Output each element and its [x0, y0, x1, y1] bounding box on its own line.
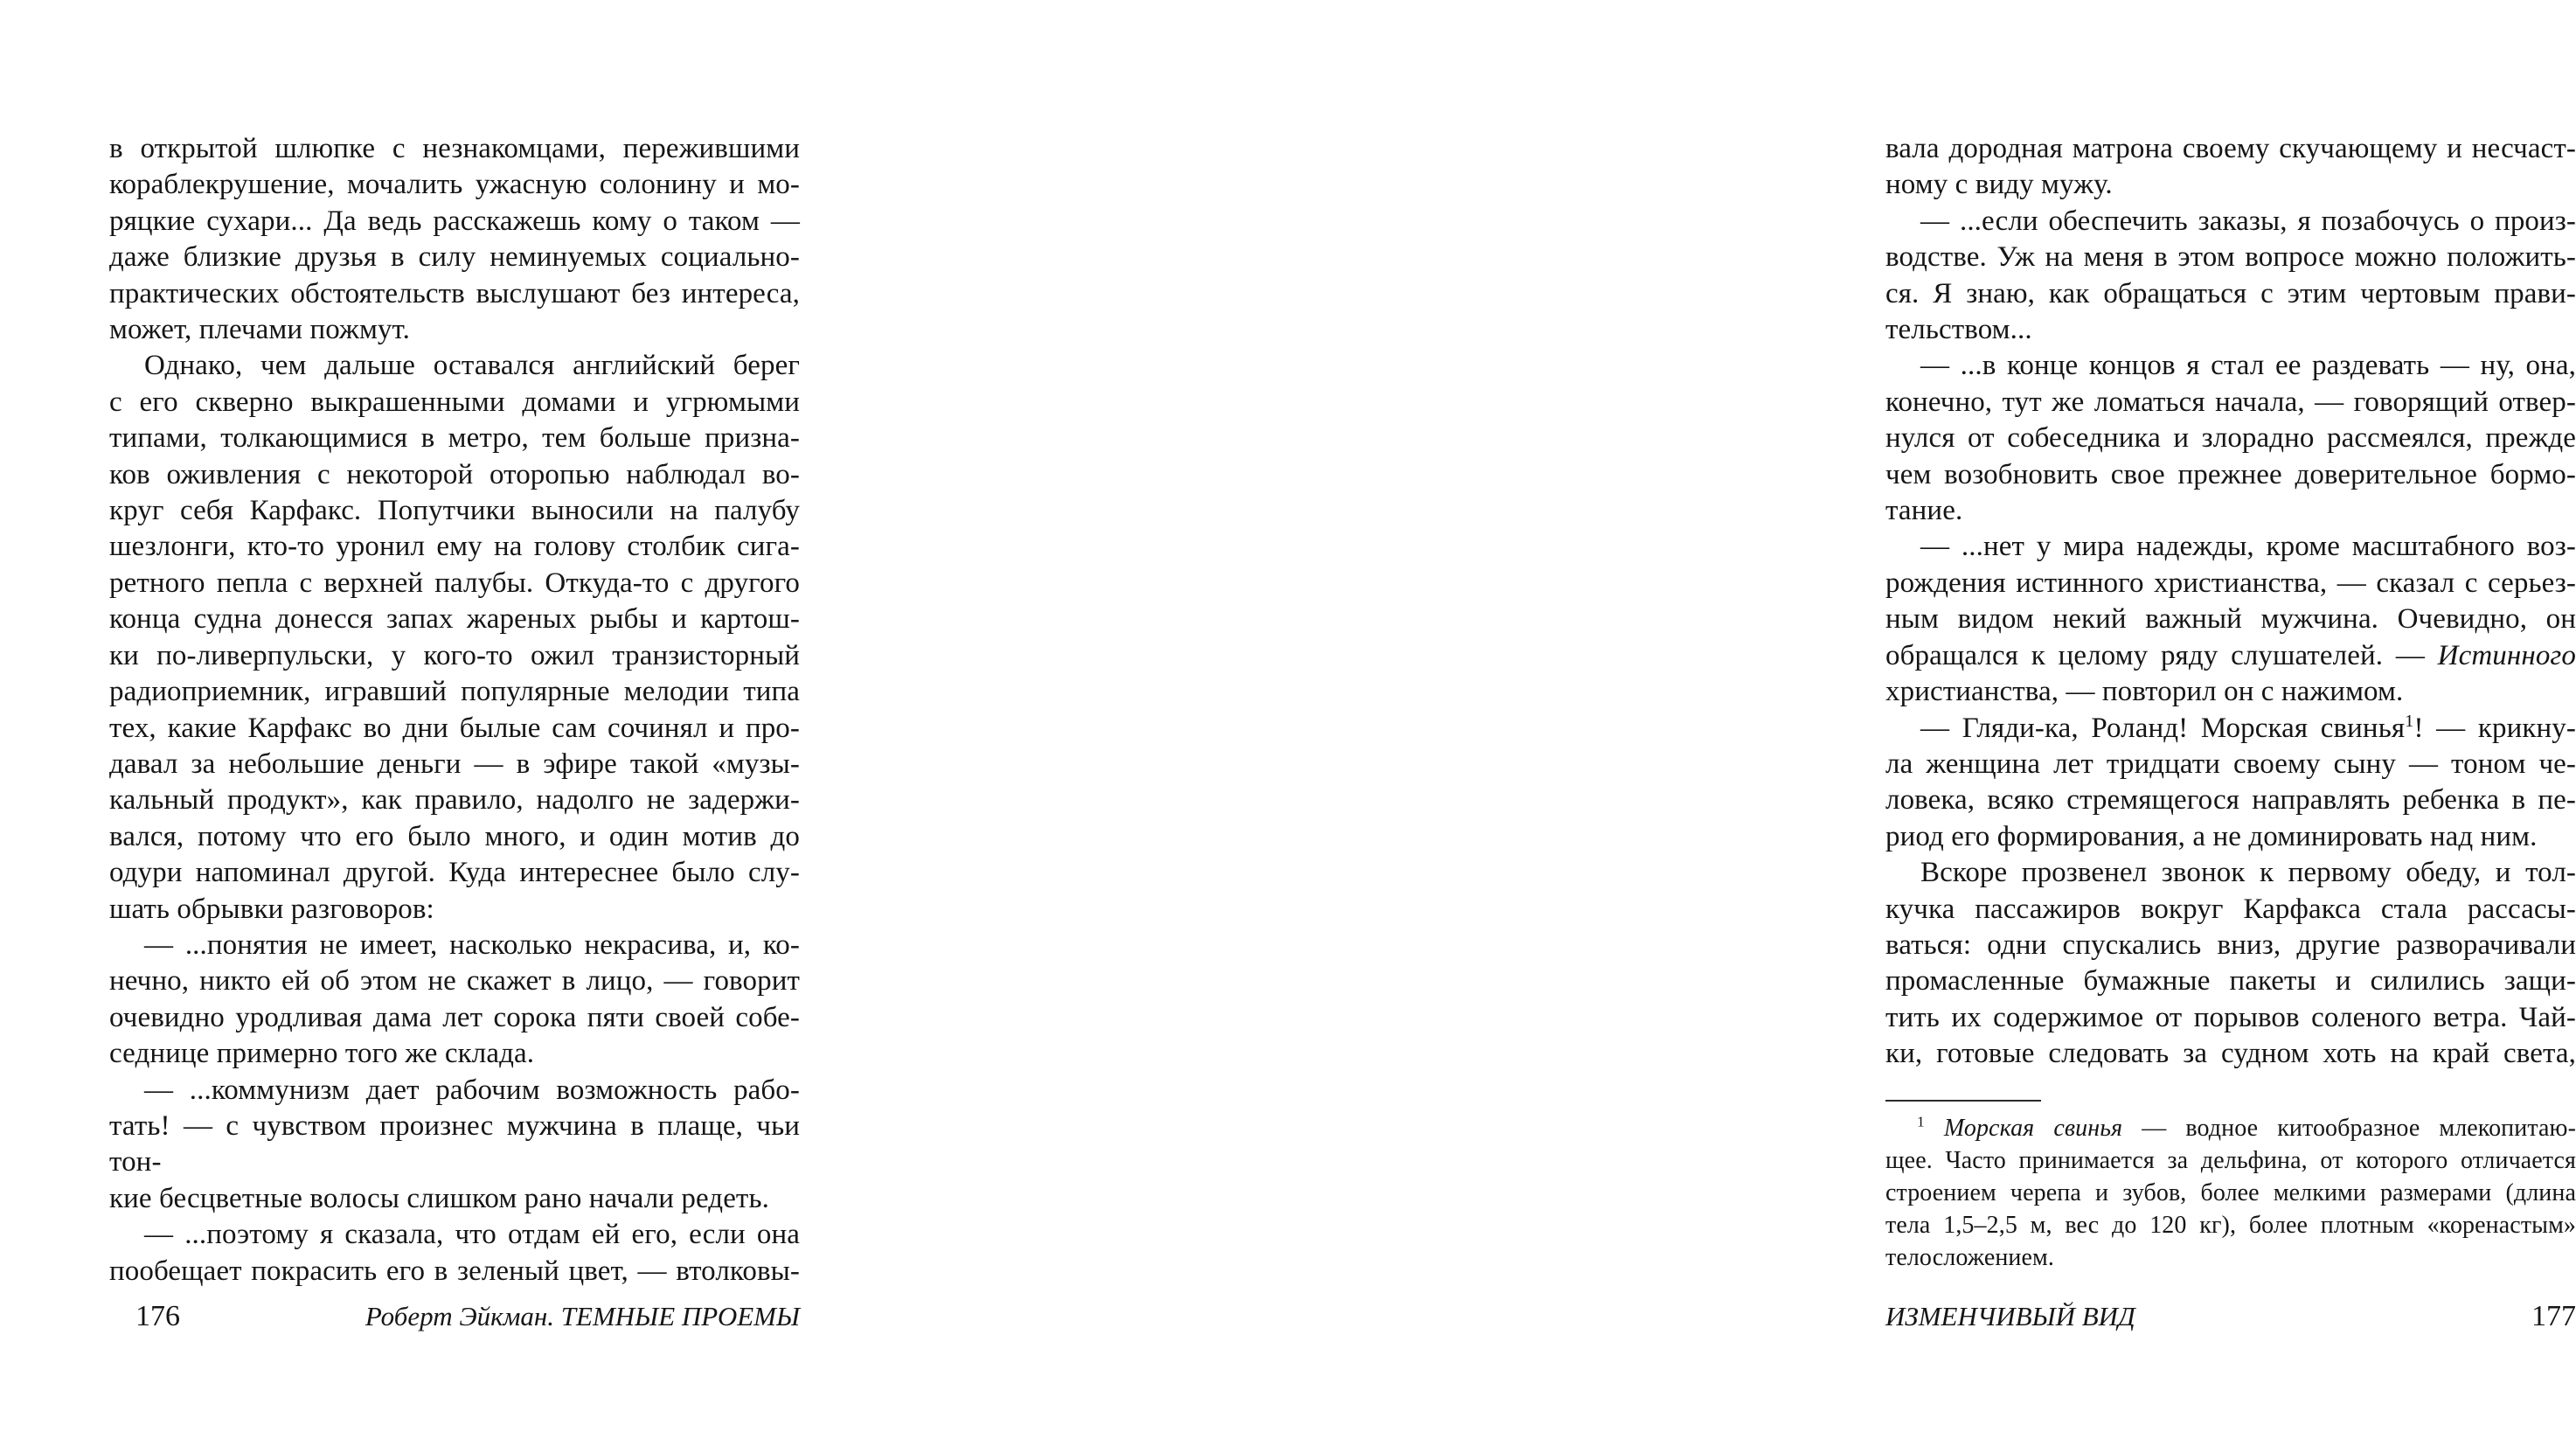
left-page-footer — [109, 1299, 800, 1334]
right-page-number: 177 — [2531, 1300, 2576, 1332]
text-line: тание. — [1885, 495, 1963, 527]
text-line: телосложением. — [1885, 1244, 2054, 1271]
text-line: вался, потому что его было много, и один мотив до — [109, 820, 800, 852]
text-line: даже близкие друзья в силу неминуемых социально- — [109, 241, 800, 274]
text-line: кораблекрушение, мочалить ужасную солонину и мо- — [109, 169, 800, 201]
text-line: конца судна донесся запах жареных рыбы и картош- — [109, 603, 800, 636]
text-line: седнице примерно того же склада. — [109, 1038, 535, 1070]
text-line: щее. Часто принимается за дельфина, от которого отличается — [1885, 1147, 2576, 1174]
right-running-title: ИЗМЕНЧИВЫЙ ВИД — [1885, 1301, 2135, 1331]
text-line: ся. Я знаю, как обращаться с этим чертовым прави- — [1885, 277, 2576, 309]
text-line: — ...если обеспечить заказы, я позабочусь о произ- — [1920, 205, 2576, 237]
text-line: — ...в конце концов я стал ее раздевать — ну, она, — [1920, 350, 2576, 382]
text-line: тать! — с чувством произнес мужчина в плаще, чьи тон- — [109, 1109, 800, 1178]
footnote-divider — [1885, 1100, 2041, 1102]
text-line: тить их содержимое от порывов соленого ветра. Чай- — [1885, 1001, 2576, 1033]
right-page-text — [1885, 131, 2576, 1073]
text-line: конечно, тут же ломаться начала, — говорящий отвер- — [1885, 386, 2576, 418]
text-line: — ...коммунизм дает рабочим возможность рабо- — [144, 1074, 800, 1106]
text-line: промасленные бумажные пакеты и силились защи- — [1885, 965, 2576, 998]
text-line: Вскоре прозвенел звонок к первому обеду, и тол- — [1920, 857, 2576, 889]
text-line: ла женщина лет тридцати своему сыну — тоном че- — [1885, 747, 2576, 780]
text-line: — Гляди-ка, Роланд! Морская свинья$^1$! — крикну- — [1920, 711, 2576, 744]
text-line: нулся от собеседника и злорадно рассмеялся, прежде — [1885, 422, 2576, 455]
text-line: круг себя Карфакс. Попутчики выносили на палубу — [109, 495, 800, 527]
right-page — [895, 0, 2576, 1446]
text-line: $^1$ Морская свинья — водное китообразное млекопитаю- — [1917, 1113, 2576, 1142]
text-line: очевидно уродливая дама лет сорока пяти своей собе- — [109, 1001, 800, 1033]
text-line: обращался к целому ряду слушателей. — Истинного — [1885, 639, 2576, 671]
text-line: ки по-ливерпульски, у кого-то ожил транзисторный — [109, 639, 800, 671]
left-running-title: Роберт Эйкман. ТЕМНЫЕ ПРОЕМЫ — [365, 1301, 800, 1331]
left-page-text — [109, 131, 800, 1290]
text-line: тех, какие Карфакс во дни былые сам сочинял и про- — [109, 712, 800, 744]
text-line: тела 1,5–2,5 м, вес до 120 кг), более плотным «коренастым» — [1885, 1212, 2576, 1239]
text-line: чем возобновить свое прежнее доверительное бормо- — [1885, 458, 2576, 490]
text-line: кальный продукт», как правило, надолго не задержи- — [109, 784, 800, 817]
text-line: ваться: одни спускались вниз, другие разворачивали — [1885, 928, 2576, 961]
text-line: одури напоминал другой. Куда интереснее было слу- — [109, 857, 800, 889]
text-line: с его скверно выкрашенными домами и угрюмыми — [109, 386, 800, 418]
text-line: ки, готовые следовать за судном хоть на край света, — [1885, 1038, 2576, 1070]
text-line: шать обрывки разговоров: — [109, 893, 434, 925]
text-line: ным видом некий важный мужчина. Очевидно, он — [1885, 603, 2576, 636]
text-line: водстве. Уж на меня в этом вопросе можно положить- — [1885, 241, 2576, 274]
text-line: в открытой шлюпке с незнакомцами, пережившими — [109, 133, 800, 164]
text-line: ков оживления с некоторой оторопью наблюдал во- — [109, 458, 800, 490]
text-line: — ...поэтому я сказала, что отдам ей его, если она — [144, 1219, 800, 1251]
text-line: ретного пепла с верхней палубы. Откуда-то с другого — [109, 567, 800, 599]
left-page — [0, 0, 895, 1446]
text-line: риод его формирования, а не доминировать над ним. — [1885, 820, 2538, 852]
text-line: ряцкие сухари... Да ведь расскажешь кому о таком — — [109, 205, 800, 237]
text-line: давал за небольшие деньги — в эфире такой «музы- — [109, 747, 800, 780]
text-line: шезлонги, кто-то уронил ему на голову столбик сига- — [109, 531, 800, 563]
text-line: вала дородная матрона своему скучающему и несчаст- — [1885, 133, 2576, 164]
text-line: кучка пассажиров вокруг Карфакса стала рассасы- — [1885, 893, 2576, 925]
footnote — [1885, 1112, 2576, 1274]
right-page-footer — [1885, 1299, 2576, 1334]
text-line: ловека, всяко стремящегося направлять ребенка в пе- — [1885, 784, 2576, 817]
text-line: может, плечами пожмут. — [109, 314, 410, 346]
text-line: строением черепа и зубов, более мелкими размерами (длина — [1885, 1179, 2576, 1206]
text-line: пообещает покрасить его в зеленый цвет, — втолковы- — [109, 1255, 800, 1287]
text-line: нечно, никто ей об этом не скажет в лицо, — говорит — [109, 965, 800, 998]
left-page-number: 176 — [135, 1300, 180, 1332]
text-line: ному с виду мужу. — [1885, 169, 2113, 201]
text-line: — ...нет у мира надежды, кроме масштабного воз- — [1920, 531, 2576, 563]
text-line: радиоприемник, игравший популярные мелодии типа — [109, 676, 800, 708]
text-line: Однако, чем дальше оставался английский берег — [144, 350, 800, 382]
text-line: рождения истинного христианства, — сказал с серьез- — [1885, 567, 2576, 599]
text-line: — ...понятия не имеет, насколько некрасива, и, ко- — [144, 928, 800, 961]
text-line: тельством... — [1885, 314, 2032, 346]
text-line: христианства, — повторил он с нажимом. — [1885, 676, 2404, 708]
text-line: практических обстоятельств выслушают без интереса, — [109, 277, 800, 309]
text-line: типами, толкающимися в метро, тем больше призна- — [109, 422, 800, 455]
text-line: кие бесцветные волосы слишком рано начали редеть. — [109, 1182, 769, 1214]
